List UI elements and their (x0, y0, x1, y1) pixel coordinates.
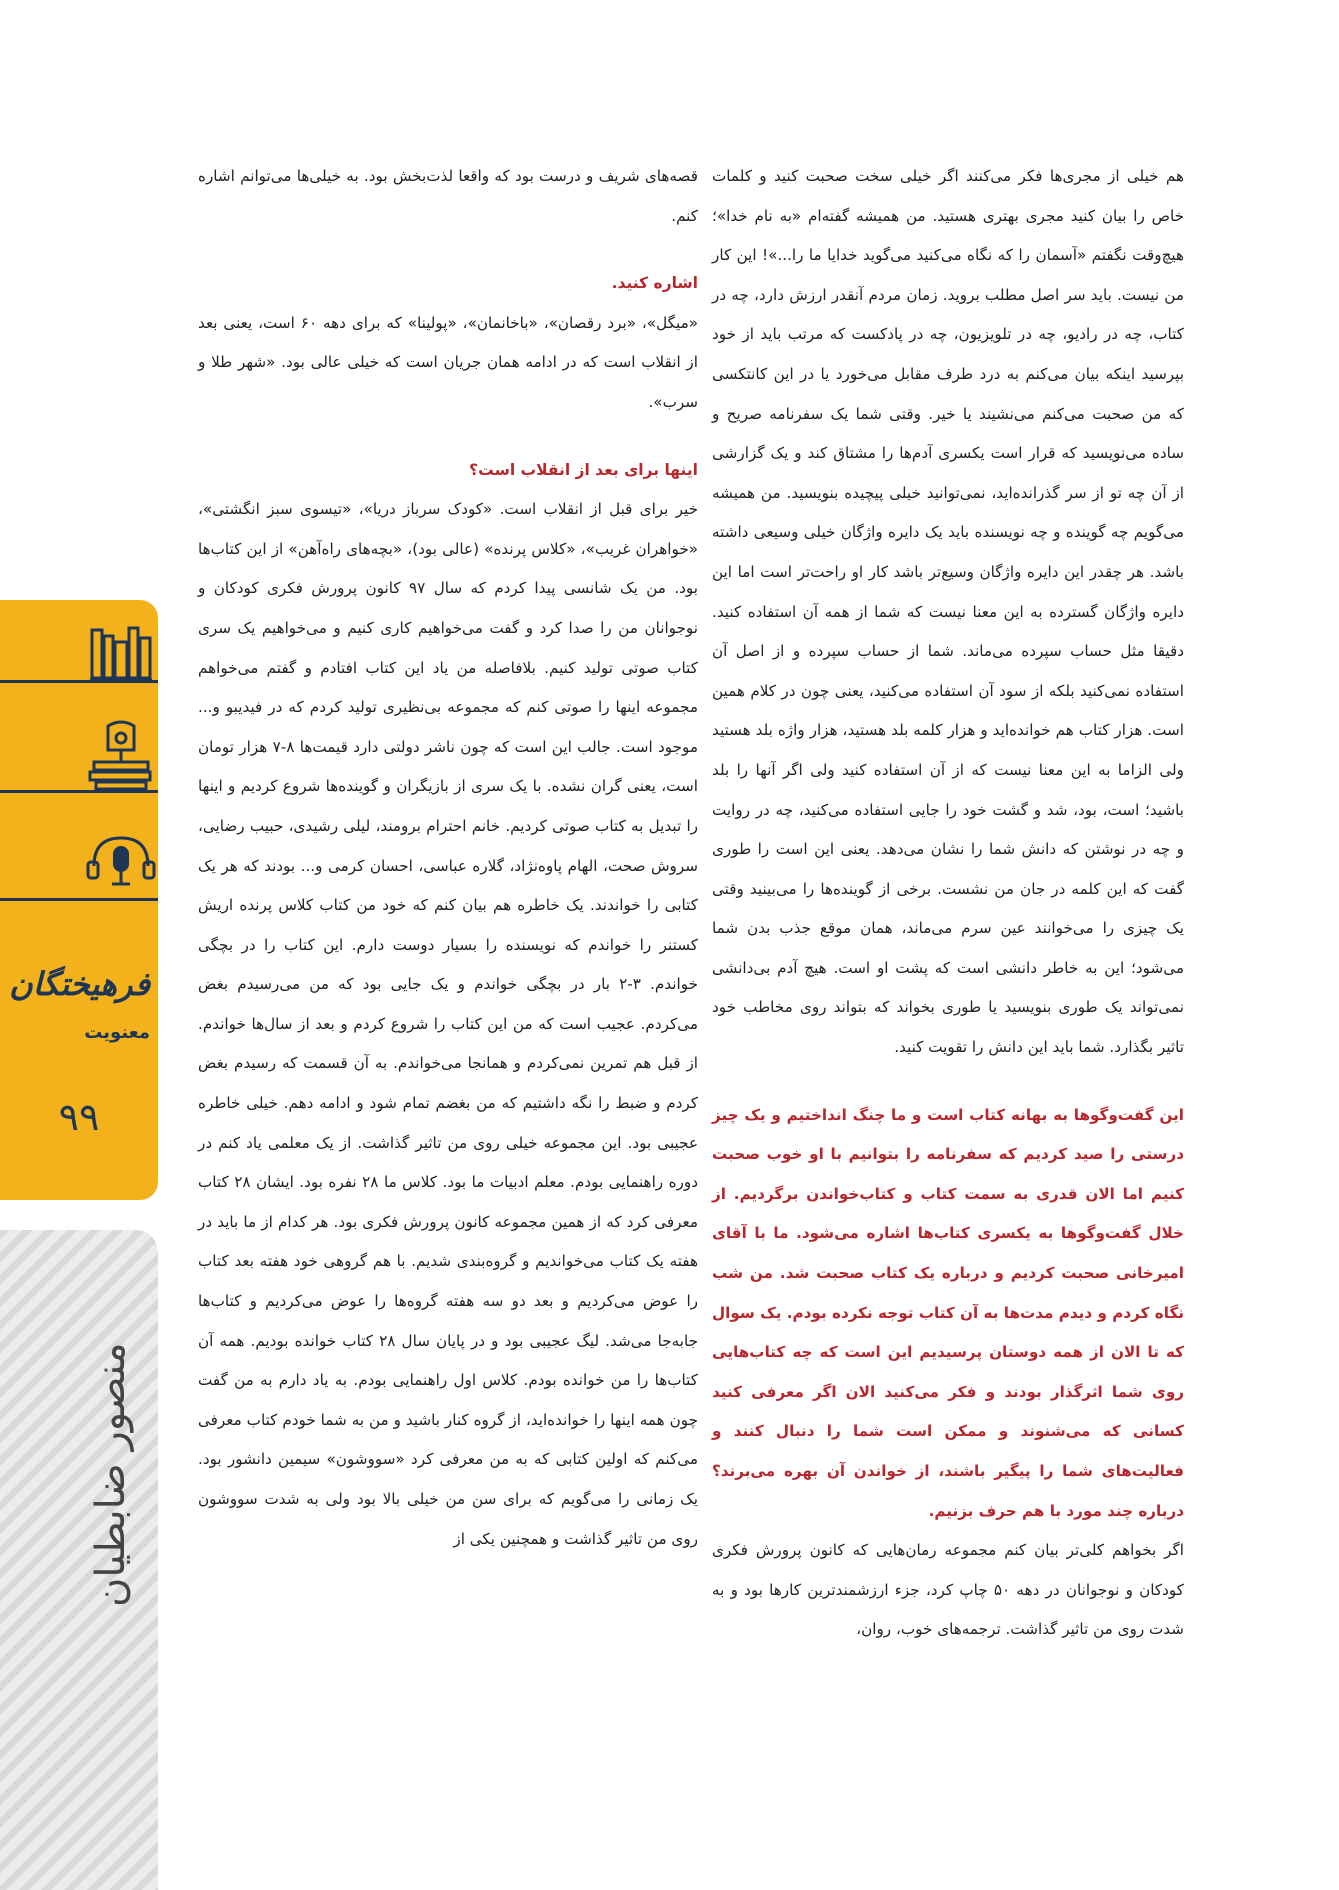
author-name: منصور ضابطیان (88, 1342, 134, 1608)
spacer (712, 1068, 1184, 1096)
section-tab (0, 600, 158, 1200)
magazine-brand: فرهیختگان (9, 965, 150, 1003)
spacer (198, 423, 698, 451)
tab-divider (0, 898, 158, 901)
tab-divider (0, 790, 158, 793)
answer-paragraph: هم خیلی از مجری‌ها فکر می‌کنند اگر خیلی سخت صحبت کنید و کلمات خاص را بیان کنید مجری بهتری هستید. من همیشه گفته‌ام «به نام خدا»؛ هیچ‌وقت نگفتم «آسمان را که نگاه می‌کنید می‌گوید خدایا ما را...»! این کار من نیست. باید سر اصل مطلب بروید. زمان مردم آنقدر ارزش دارد، چه در کتاب، چه در رادیو، چه در تلویزیون، چه در پادکست که مرتب باید از خود بپرسید اینکه بیان می‌کنم به درد طرف مقابل می‌خورد یا در این کانتکسی که من صحبت می‌کنم می‌نشیند یا خیر. وقتی شما یک سفرنامه صریح و ساده می‌نویسید که قرار است یکسری آدم‌ها را مشتاق کند و یک گزارشی از آن چه تو از سر گذرانده‌اید، نمی‌توانید خیلی پیچیده بنویسید. من همیشه می‌گویم چه گوینده و چه نویسنده باید یک دایره واژگان خیلی وسیعی داشته باشد. هر چقدر این دایره واژگان وسیع‌تر باشد کار او راحت‌تر است اما این دایره واژگان گسترده به این معنا نیست که شما از همه آن استفاده کنید. دقیقا مثل حساب سپرده می‌ماند. شما از حساب سپرده و از اصل آن استفاده نمی‌کنید بلکه از سود آن استفاده می‌کنید، یعنی چون در کلام همین است. هزار کتاب هم خوانده‌اید و هزار کلمه بلد هستید، هزار واژه بلد هستید ولی الزاما به این معنا نیست که از آن استفاده کنید ولی اگر آنها را بلد باشید؛ است، بود، شد و گشت خود را جایی استفاده می‌کنید، چه در روایت و چه در نوشتن که دانش شما را نشان می‌دهد. یعنی این است را طوری گفت که این کلمه در جان من نشست. برخی از گوینده‌ها را می‌بینید وقتی یک چیزی را می‌خوانند عین سرم می‌ماند، همان موقع جذب بدن شما می‌شود؛ این به خاطر دانشی است که پشت او است. هیچ آدم بی‌دانشی نمی‌تواند یک طوری بنویسید یا طوری بخواند که بتواند روی مخاطب خود تاثیر بگذارد. شما باید این دانش را تقویت کنید. (712, 167, 1184, 1057)
section-name: معنویت (84, 1022, 150, 1043)
interview-question: این گفت‌وگوها به بهانه کتاب است و ما چنگ انداختیم و یک چیز درستی را صید کردیم که سفرنامه را بتوانیم با او خوب صحبت کنیم اما الان قدری به سمت کتاب و کتاب‌خواندن برگردیم. از خلال گفت‌وگوها به یکسری کتاب‌ها اشاره می‌شود. ما با آقای امیرخانی صحبت کردیم و درباره یک کتاب صحبت شد. من شب نگاه کردم و دیدم مدت‌ها به آن کتاب توجه نکرده بودم. یک سوال که تا الان از همه دوستان پرسیدیم این است که چه کتاب‌هایی روی شما اثرگذار بودند و فکر می‌کنید الان اگر معرفی کنید کسانی که می‌شنوند و ممکن است شما را دنبال کنند و فعالیت‌های شما را پیگیر باشند، از خواندن آن بهره می‌برند؟ درباره چند مورد با هم حرف بزنیم. (712, 1105, 1184, 1520)
left-column (198, 157, 698, 1559)
lamp-books-icon (88, 720, 154, 790)
interview-question: اینها برای بعد از انقلاب است؟ (469, 460, 698, 479)
spacer (198, 236, 698, 264)
answer-paragraph: خیر برای قبل از انقلاب است. «کودک سرباز دریا»، «تیسوی سبز انگشتی»، «خواهران غریب»، «کلاس پرنده» (عالی بود)، «بچه‌های راه‌آهن» از این کتاب‌ها بود. من یک شانسی پیدا کردم که سال ۹۷ کانون پرورش فکری کودکان و نوجوانان من را صدا کرد و گفت می‌خواهیم کاری کنیم و می‌خواهیم یک سری کتاب صوتی تولید کنیم. بلافاصله من یاد این کتاب افتادم و گفتم می‌خواهم مجموعه اینها را صوتی کنم که مجموعه بی‌نظیری تولید کردم که در فیدیبو و... موجود است. جالب این است که چون ناشر دولتی دارد قیمت‌ها ۸-۷ هزار تومان است، یعنی گران نشده. با یک سری از بازیگران و گوینده‌ها شروع کردیم و اینها را تبدیل به کتاب صوتی کردیم. خانم احترام برومند، لیلی رشیدی، حبیب رضایی، سروش صحت، الهام پاوه‌نژاد، گلاره عباسی، احسان کرمی و... بودند که هر یک کتابی را خواندند. یک خاطره هم بیان کنم که خود من کتاب کلاس پرنده اریش کستنر را خواندم که نویسنده را بسیار دوست دارم. این کتاب را در بچگی خواندم. ۳-۲ بار در بچگی خواندم و یک جایی بود که من می‌رسیدم بغض می‌کردم. عجیب است که من این کتاب را شروع کردم و بعد از سال‌ها خواندم. از قبل هم تمرین نمی‌کردم و همانجا می‌خواندم. به آن قسمت که رسیدم بغض کردم و ضبط را نگه داشتیم که من بغضم تمام شود و ادامه دهم. خیلی خاطره عجیبی بود. این مجموعه خیلی روی من تاثیر گذاشت. از یک معلمی یاد کنم در دوره راهنمایی بودم. معلم ادبیات ما بود. کلاس ما ۲۸ نفره بود. ایشان ۲۸ کتاب معرفی کرد که از همین مجموعه کانون پرورش فکری بود. هر کدام از ما باید در هفته یک کتاب می‌خواندیم و گروه‌بندی شدیم. با هم گروهی خود هفته بعد کتاب را عوض می‌کردیم و بعد دو سه هفته گروه‌ها را عوض می‌کردیم و کتاب‌ها جابه‌جا می‌شد. لیگ عجیبی بود و در پایان سال ۲۸ کتاب خوانده بودیم. همه آن کتاب‌ها را من خوانده بودم. کلاس اول راهنمایی بودم. به یاد دارم به من گفت چون همه اینها را خوانده‌اید، از گروه کنار باشید و من به شما خودم کتاب معرفی می‌کنم که اولین کتابی که به من معرفی کرد «سووشون» سیمین دانشور بود. یک زمانی را می‌گویم که برای سن من خیلی بالا بود ولی به شدت سووشون روی من تاثیر گذاشت و همچنین یکی از (198, 500, 698, 1548)
answer-paragraph: اگر بخواهم کلی‌تر بیان کنم مجموعه رمان‌هایی که کانون پرورش فکری کودکان و نوجوانان در دهه ۵۰ چاپ کرد، جزء ارزشمندترین کارها بود و به شدت روی من تاثیر گذاشت. ترجمه‌های خوب، روان، (712, 1541, 1184, 1639)
answer-paragraph: «میگل»، «برد رقصان»، «باخانمان»، «پولینا» که برای دهه ۶۰ است، یعنی بعد از انقلاب است که در ادامه همان جریان است که خیلی عالی بود. «شهر طلا و سرب». (198, 313, 698, 411)
microphone-icon (86, 832, 156, 888)
right-column (712, 157, 1184, 1650)
answer-paragraph: قصه‌های شریف و درست بود که واقعا لذت‌بخش بود. به خیلی‌ها می‌توانم اشاره کنم. (198, 167, 698, 225)
interview-question: اشاره کنید. (611, 274, 698, 293)
bookshelf-icon (90, 626, 152, 682)
page-number: ۹۹ (58, 1095, 100, 1139)
